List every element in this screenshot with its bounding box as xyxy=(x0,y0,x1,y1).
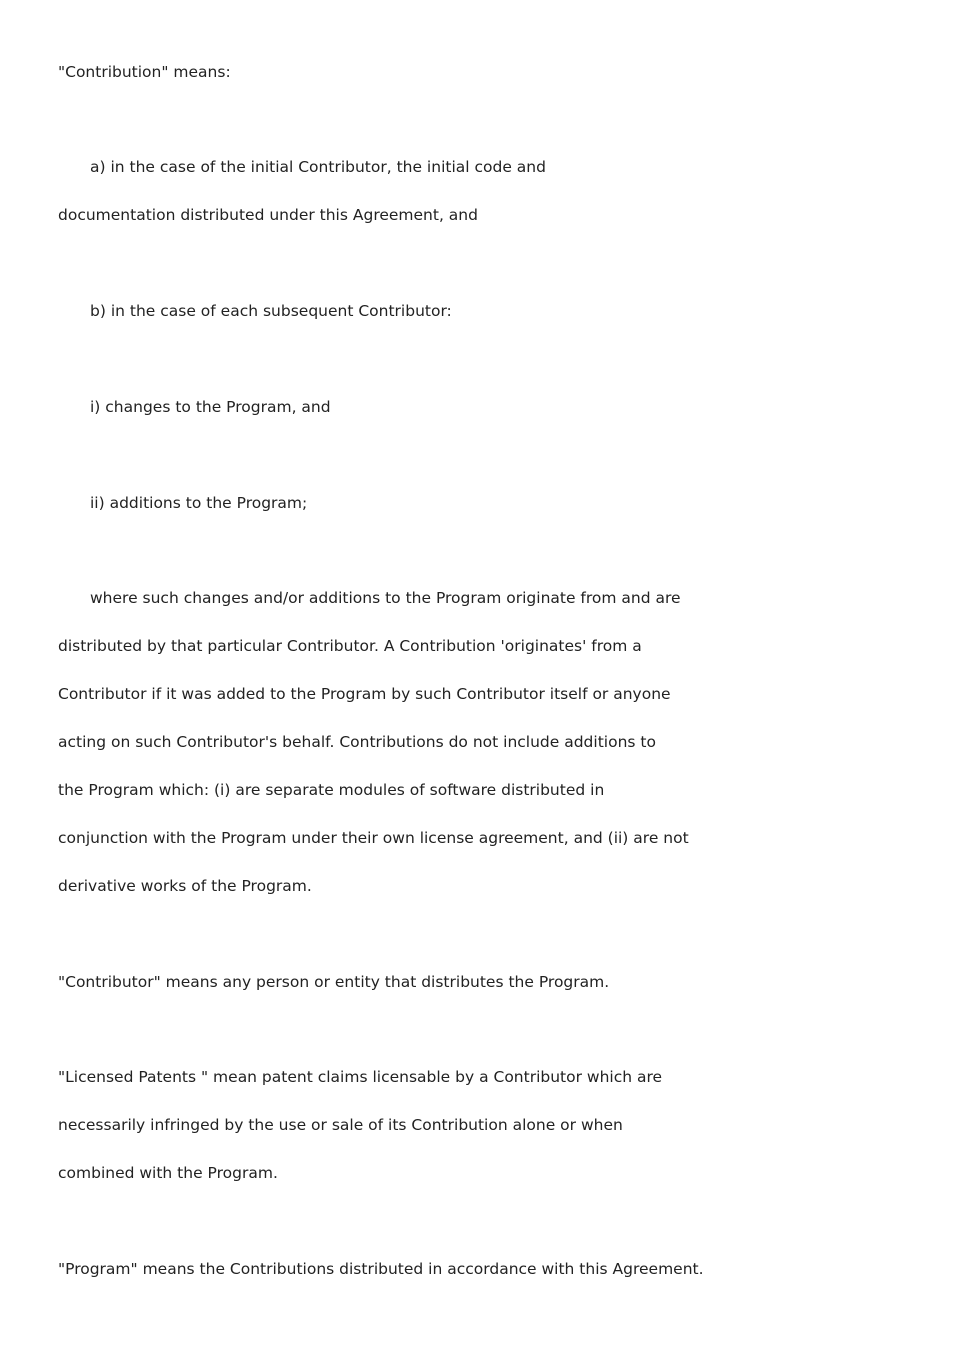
licensed-patents-definition-line-2: necessarily infringed by the use or sale of its Contribution alone or when xyxy=(58,1116,623,1134)
originates-paragraph-line-5: the Program which: (i) are separate modules of software distributed in xyxy=(58,781,605,799)
contribution-clause-a-line-2: documentation distributed under this Agreement, and xyxy=(58,206,478,224)
contribution-clause-b-ii: ii) additions to the Program; xyxy=(90,494,308,512)
contribution-definition-heading: "Contribution" means: xyxy=(58,63,231,81)
licensed-patents-definition-line-1: "Licensed Patents " mean patent claims licensable by a Contributor which are xyxy=(58,1068,663,1086)
originates-paragraph-line-2: distributed by that particular Contributor. A Contribution 'originates' from a xyxy=(58,637,642,655)
originates-paragraph-line-1: where such changes and/or additions to the Program originate from and are xyxy=(90,589,681,607)
licensed-patents-definition-line-3: combined with the Program. xyxy=(58,1164,278,1182)
originates-paragraph-line-6: conjunction with the Program under their own license agreement, and (ii) are not xyxy=(58,829,689,847)
contribution-clause-a-line-1: a) in the case of the initial Contributor, the initial code and xyxy=(90,158,546,176)
contribution-clause-b: b) in the case of each subsequent Contributor: xyxy=(90,302,452,320)
contributor-definition: "Contributor" means any person or entity that distributes the Program. xyxy=(58,973,610,991)
program-definition: "Program" means the Contributions distributed in accordance with this Agreement. xyxy=(58,1260,704,1278)
originates-paragraph-line-3: Contributor if it was added to the Program by such Contributor itself or anyone xyxy=(58,685,671,703)
contribution-clause-b-i: i) changes to the Program, and xyxy=(90,398,331,416)
originates-paragraph-line-4: acting on such Contributor's behalf. Contributions do not include additions to xyxy=(58,733,656,751)
originates-paragraph-line-7: derivative works of the Program. xyxy=(58,877,312,895)
